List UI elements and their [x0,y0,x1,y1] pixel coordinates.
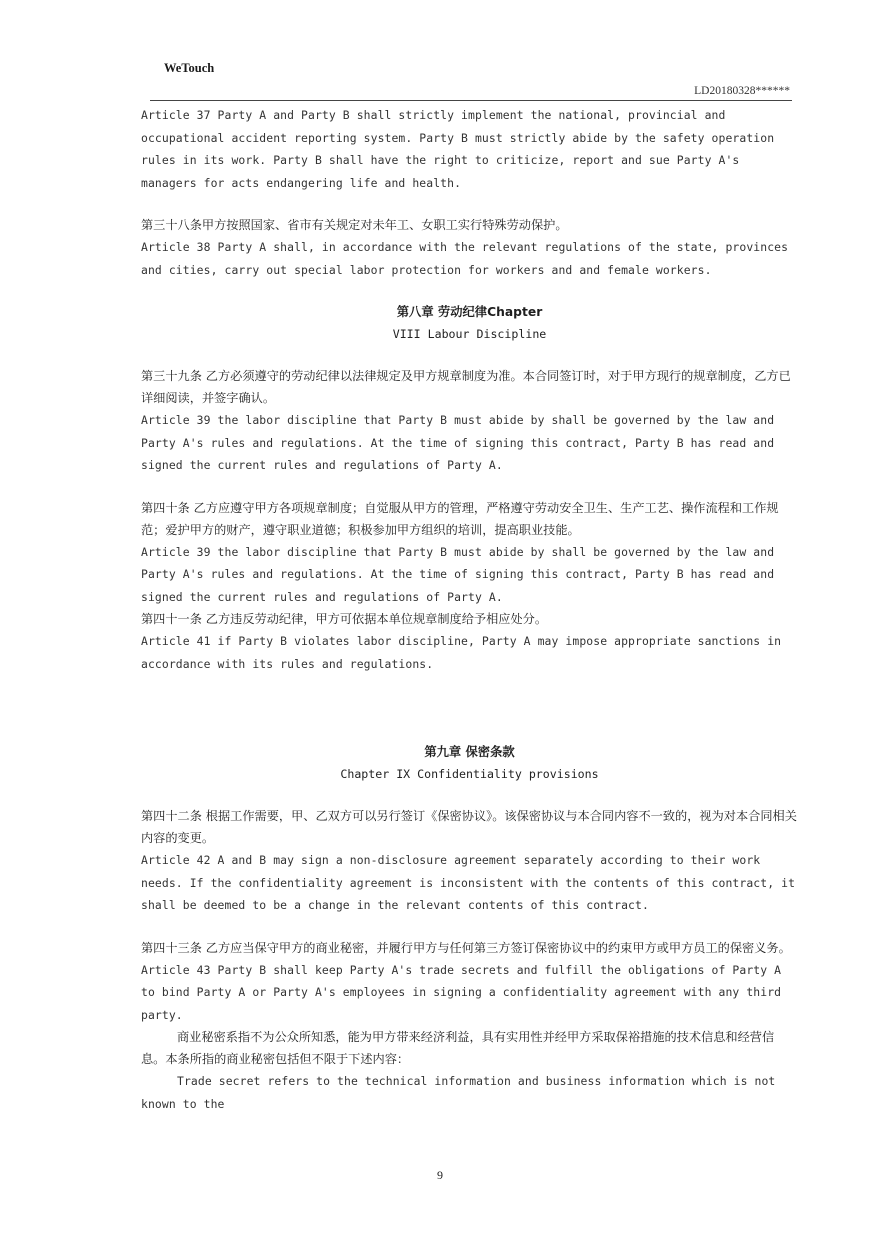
article-41-en: Article 41 if Party B violates labor discipline, Party A may impose appropriate sanctions in accordance with its rules and regulations. [141,634,782,671]
article-42-en: Article 42 A and B may sign a non-disclosure agreement separately according to their work needs. If the confidentiality agreement is inconsistent with the contents of this contract, it shall be deemed to be a change in the relevant contents of this contract. [141,853,796,912]
article-40-zh: 第四十条 乙方应遵守甲方各项规章制度；自觉服从甲方的管理，严格遵守劳动安全卫生、生产工艺、操作流程和工作规范；爱护甲方的财产，遵守职业道德；积极参加甲方组织的培训，提高职业技能。 [141,500,779,537]
article-38-en: Article 38 Party A shall, in accordance with the relevant regulations of the state, provinces and cities, carry out special labor protection for workers and and female workers. [141,240,789,277]
article-37-en: Article 37 Party A and Party B shall strictly implement the national, provincial and occupational accident reporting system. Party B must strictly abide by the safety operation rules in its work. Party B shall have the right to criticize, report and sue Party A's managers for acts endangering life and health. [141,108,775,190]
chapter-9-zh: 第九章 保密条款 [424,745,515,759]
article-40-en: Article 39 the labor discipline that Party B must abide by shall be governed by the law and Party A's rules and regulations. At the time of signing this contract, Party B has read and signed the current rules and regulations of Party A. [141,544,775,604]
article-39-zh: 第三十九条 乙方必须遵守的劳动纪律以法律规定及甲方规章制度为准。本合同签订时，对于甲方现行的规章制度，乙方已详细阅读，并签字确认。 [141,369,791,405]
article-38-zh: 第三十八条甲方按照国家、省市有关规定对未年工、女职工实行特殊劳动保护。 [141,218,568,232]
chapter-8-zh: 第八章 劳动纪律Chapter [396,305,543,319]
chapter-9-en: Chapter IX Confidentiality provisions [340,767,599,781]
trade-secret-zh: 商业秘密系指不为公众所知悉，能为甲方带来经济利益，具有实用性并经甲方采取保裕措施的技术信息和经营信息。本条所指的商业秘密包括但不限于下述内容： [141,1030,775,1066]
contract-body [141,104,798,1115]
trade-secret-en: Trade secret refers to the technical information and business information which is not known to the [141,1074,776,1111]
chapter-9-heading [141,741,798,785]
chapter-8-en: VIII Labour Discipline [392,327,547,341]
chapter-8-heading [141,301,798,345]
brand-name: WeTouch [164,61,215,75]
header-rule [150,100,792,101]
article-41-zh: 第四十一条 乙方违反劳动纪律，甲方可依据本单位规章制度给予相应处分。 [141,612,548,626]
article-43-en: Article 43 Party B shall keep Party A's trade secrets and fulfill the obligations of Party A to bind Party A or Party A's employees in signing a confidentiality agreement with any third party. [141,962,782,1022]
page-number: 9 [437,1168,443,1182]
article-42-zh: 第四十二条 根据工作需要，甲、乙双方可以另行签订《保密协议》。该保密协议与本合同内容不一致的，视为对本合同相关内容的变更。 [141,809,797,845]
article-43-zh: 第四十三条 乙方应当保守甲方的商业秘密，并履行甲方与任何第三方签订保密协议中的约束甲方或甲方员工的保密义务。 [141,940,791,955]
document-number: LD20180328****** [694,85,790,97]
article-39-en: Article 39 the labor discipline that Party B must abide by shall be governed by the law and Party A's rules and regulations. At the time of signing this contract, Party B has read and signed the current rules and regulations of Party A. [141,413,775,472]
